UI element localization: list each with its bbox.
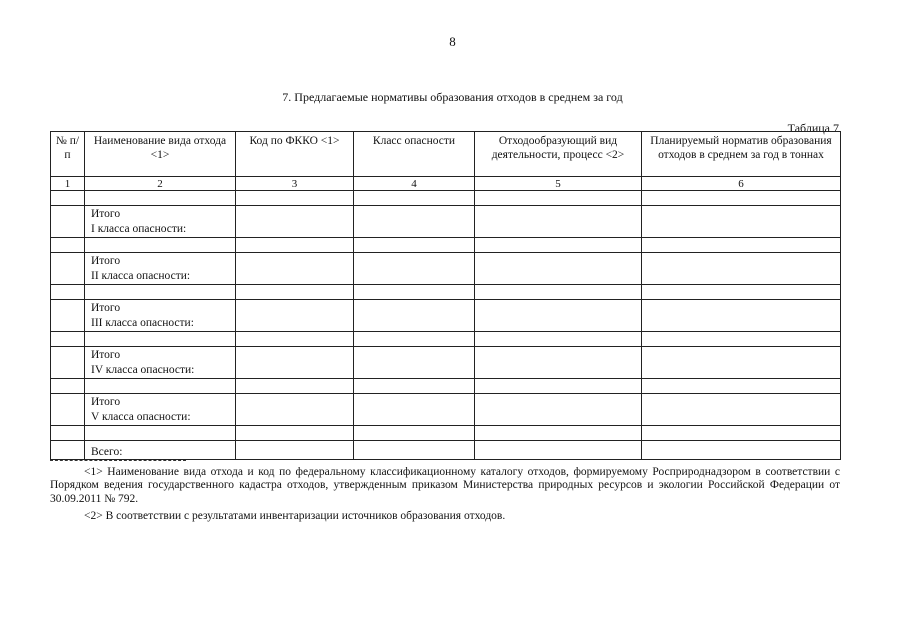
total-row-class-2 xyxy=(51,253,841,285)
section-heading: 7. Предлагаемые нормативы образования отходов в среднем за год xyxy=(282,90,623,104)
footnotes xyxy=(50,466,840,523)
col-header-activity: Отходообразующий вид деятельности, процесс <2> xyxy=(475,132,642,177)
col-header-waste-name: Наименование вида отхода <1> xyxy=(85,132,236,177)
column-number: 3 xyxy=(236,177,354,191)
footnote-2: <2> В соответствии с результатами инвентаризации источников образования отходов. xyxy=(84,509,506,522)
column-number: 2 xyxy=(85,177,236,191)
col-header-planned-norm: Планируемый норматив образования отходов в среднем за год в тоннах xyxy=(642,132,841,177)
total-row-class-1 xyxy=(51,206,841,238)
total-label: Итого III класса опасности: xyxy=(85,300,236,332)
empty-row xyxy=(51,238,841,253)
total-row-class-4 xyxy=(51,347,841,379)
total-label: Итого IV класса опасности: xyxy=(85,347,236,379)
grand-total-label: Всего: xyxy=(85,441,236,460)
empty-row xyxy=(51,285,841,300)
empty-row xyxy=(51,332,841,347)
empty-row xyxy=(51,426,841,441)
footnote-separator xyxy=(50,460,186,461)
column-number: 4 xyxy=(354,177,475,191)
grand-total-row xyxy=(51,441,841,460)
total-label: Итого I класса опасности: xyxy=(85,206,236,238)
total-label: Итого V класса опасности: xyxy=(85,394,236,426)
footnote-1: <1> Наименование вида отхода и код по федеральному классификационному каталогу отходов, формируемому Росприроднадзором в соответствии с Порядком ведения государственного кадастра отходов, утвержденным приказом Министерства природных ресурсов и экологии Российской Федерации от 30.09.2011 № 792. xyxy=(50,466,840,505)
empty-row xyxy=(51,191,841,206)
col-header-number: № п/п xyxy=(51,132,85,177)
column-number: 1 xyxy=(51,177,85,191)
column-number-row xyxy=(51,177,841,191)
total-row-class-3 xyxy=(51,300,841,332)
empty-row xyxy=(51,379,841,394)
waste-norms-table xyxy=(50,131,841,460)
table-caption: Таблица 7 xyxy=(787,121,839,135)
total-label: Итого II класса опасности: xyxy=(85,253,236,285)
column-number: 5 xyxy=(475,177,642,191)
header-row xyxy=(51,132,841,177)
total-row-class-5 xyxy=(51,394,841,426)
page-number: 8 xyxy=(449,34,456,49)
column-number: 6 xyxy=(642,177,841,191)
col-header-fkko-code: Код по ФККО <1> xyxy=(236,132,354,177)
col-header-hazard-class: Класс опасности xyxy=(354,132,475,177)
